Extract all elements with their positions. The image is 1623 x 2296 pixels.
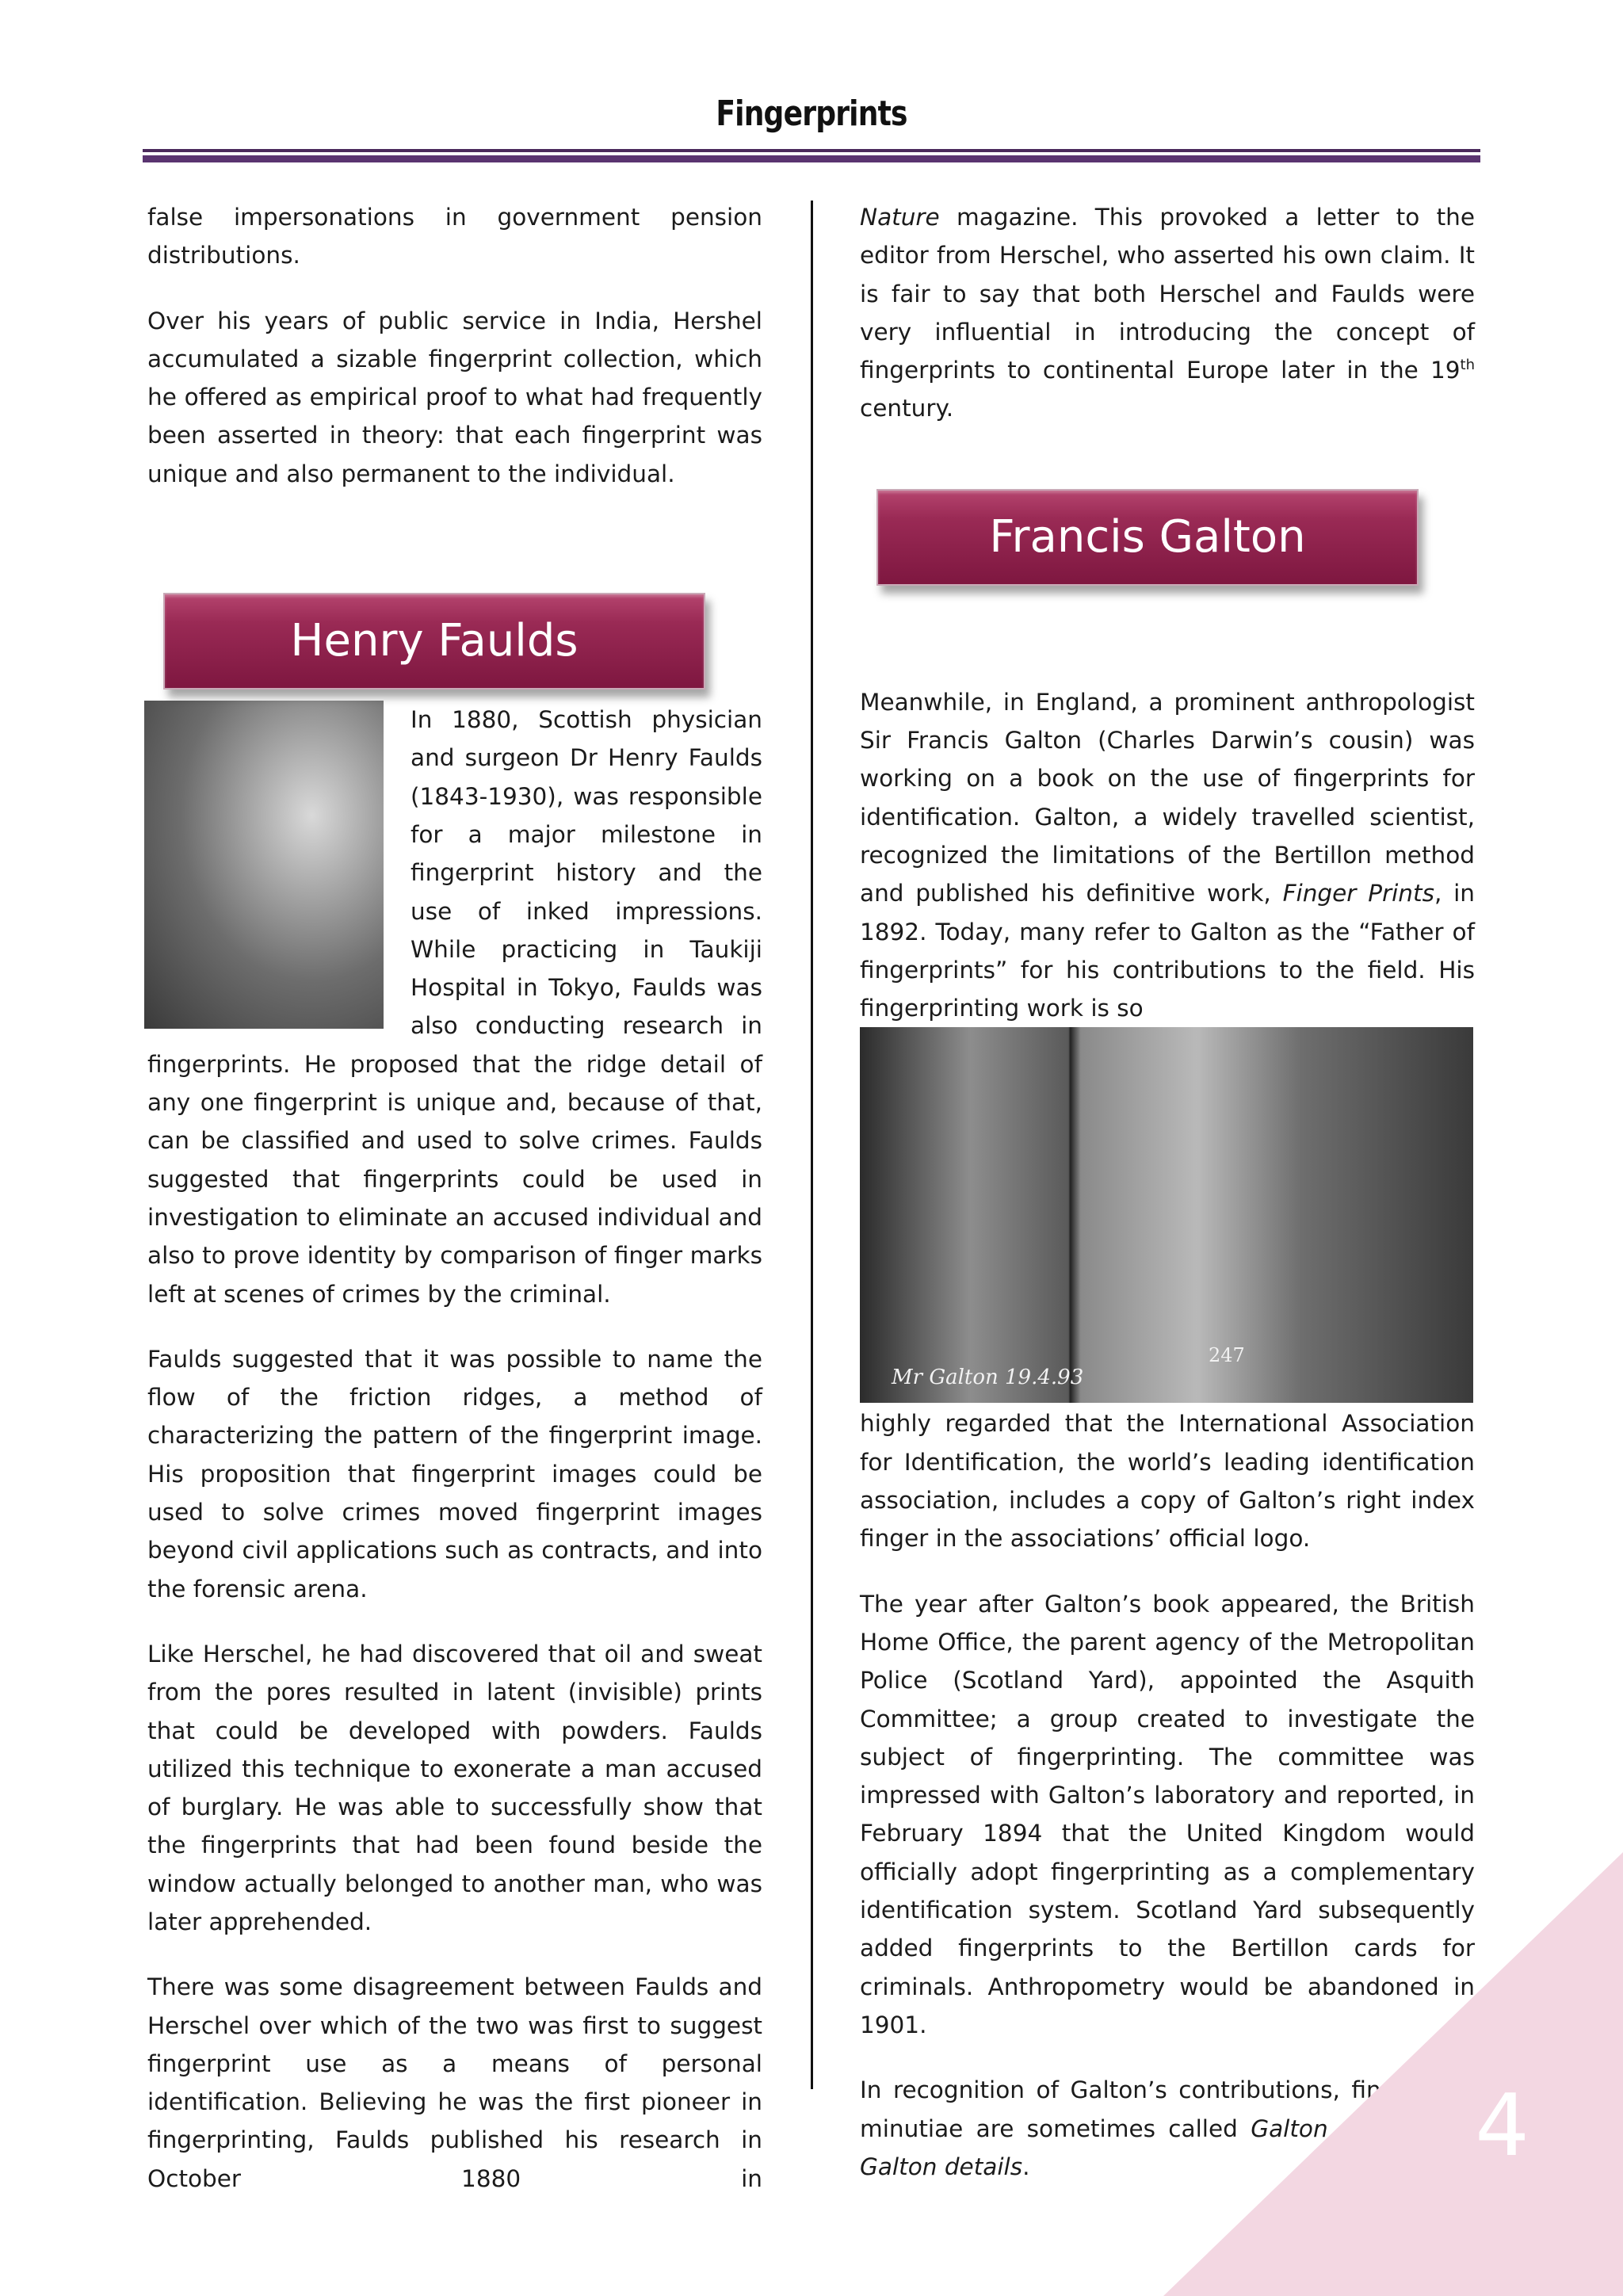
left-paragraph-5: Like Herschel, he had discovered that oil and sweat from the pores resulted in latent (invisible) prints that could be developed with powders. Faulds utilized this technique to exonerate a man accused of burglary. He was able to successfully show that the fingerprints that had been found beside the window actually belonged to another man, who was later apprehended.: [147, 1640, 762, 1935]
left-paragraph-1: false impersonations in government pension distributions.: [147, 204, 762, 269]
francis-galton-banner: Francis Galton: [876, 489, 1419, 586]
left-paragraph-6: There was some disagreement between Faulds and Herschel over which of the two was first to suggest fingerprint use as a means of personal identification. Believing he was the first pioneer in fingerprinting, Faulds published his research in October 1880 in: [147, 1973, 762, 2192]
left-paragraph-4: Faulds suggested that it was possible to name the flow of the friction ridges, a method of characterizing the pattern of the fingerprint image. His proposition that fingerprint images could be used to solve crimes moved fingerprint images beyond civil applications such as contracts, and into the forensic arena.: [147, 1345, 762, 1603]
page-header-title: Fingerprints: [716, 94, 907, 134]
page-number: 4: [1475, 2076, 1529, 2176]
henry-faulds-banner: Henry Faulds: [163, 593, 705, 690]
left-paragraph-2: Over his years of public service in India, Hershel accumulated a sizable fingerprint collection, which he offered as empirical proof to what had frequently been asserted in theory: that each fingerprint was unique and also permanent to the individual.: [147, 307, 762, 487]
right-paragraph-3: The year after Galton’s book appeared, the British Home Office, the parent agency of the Metropolitan Police (Scotland Yard), appointed the Asquith Committee; a group created to investigate the subject of fingerprinting. The committee was impressed with Galton’s laboratory and reported, in February 1894 that the United Kingdom would officially adopt fingerprinting as a complementary identification system. Scotland Yard subsequently added fingerprints to the Bertillon cards for criminals. Anthropometry would be abandoned in 1901.: [860, 1590, 1475, 2038]
right-paragraph-1: Nature magazine. This provoked a letter to the editor from Herschel, who asserted his own claim. It is fair to say that both Herschel and Faulds were very influential in introducing the concept of fingerprints to continental Europe later in the 19th century.: [860, 204, 1475, 422]
right-paragraph-2-continued: highly regarded that the International Association for Identification, the world’s leading identification association, includes a copy of Galton’s right index finger in the associations’ official logo.: [860, 1410, 1475, 1553]
column-divider: [811, 201, 813, 2089]
francis-galton-photo: [860, 1027, 1473, 1403]
header-rule-thin: [143, 149, 1480, 152]
right-paragraph-4: In recognition of Galton’s contributions, fingerprint minutiae are sometimes called Galton features or Galton details.: [860, 2076, 1475, 2180]
photo-caption: Mr Galton 19.4.93: [892, 1366, 1084, 1390]
header-rule-thick: [143, 155, 1480, 162]
left-paragraph-3: In 1880, Scottish physician and surgeon Dr Henry Faulds (1843-1930), was responsible for a major milestone in fingerprint history and the use of inked impressions. While practicing in Taukiji Hospital in Tokyo, Faulds was also conducting research in fingerprints. He proposed that the ridge detail of any one fingerprint is unique and, because of that, can be classified and used to solve crimes. Faulds suggested that fingerprints could be used in investigation to eliminate an accused individual and also to prove identity by comparison of finger marks left at scenes of crimes by the criminal.: [147, 701, 762, 1313]
photo-number: 247: [1209, 1344, 1245, 1367]
corner-decoration: [1163, 1852, 1623, 2296]
henry-faulds-photo: [144, 701, 384, 1029]
right-paragraph-2: Meanwhile, in England, a prominent anthropologist Sir Francis Galton (Charles Darwin’s cousin) was working on a book on the use of fingerprints for identification. Galton, a widely travelled scientist, recognized the limitations of the Bertillon method and published his definitive work, Finger Prints, in 1892. Today, many refer to Galton as the “Father of fingerprints” for his contributions to the field. His fingerprinting work is so: [860, 688, 1475, 1022]
left-column: [147, 198, 762, 2225]
